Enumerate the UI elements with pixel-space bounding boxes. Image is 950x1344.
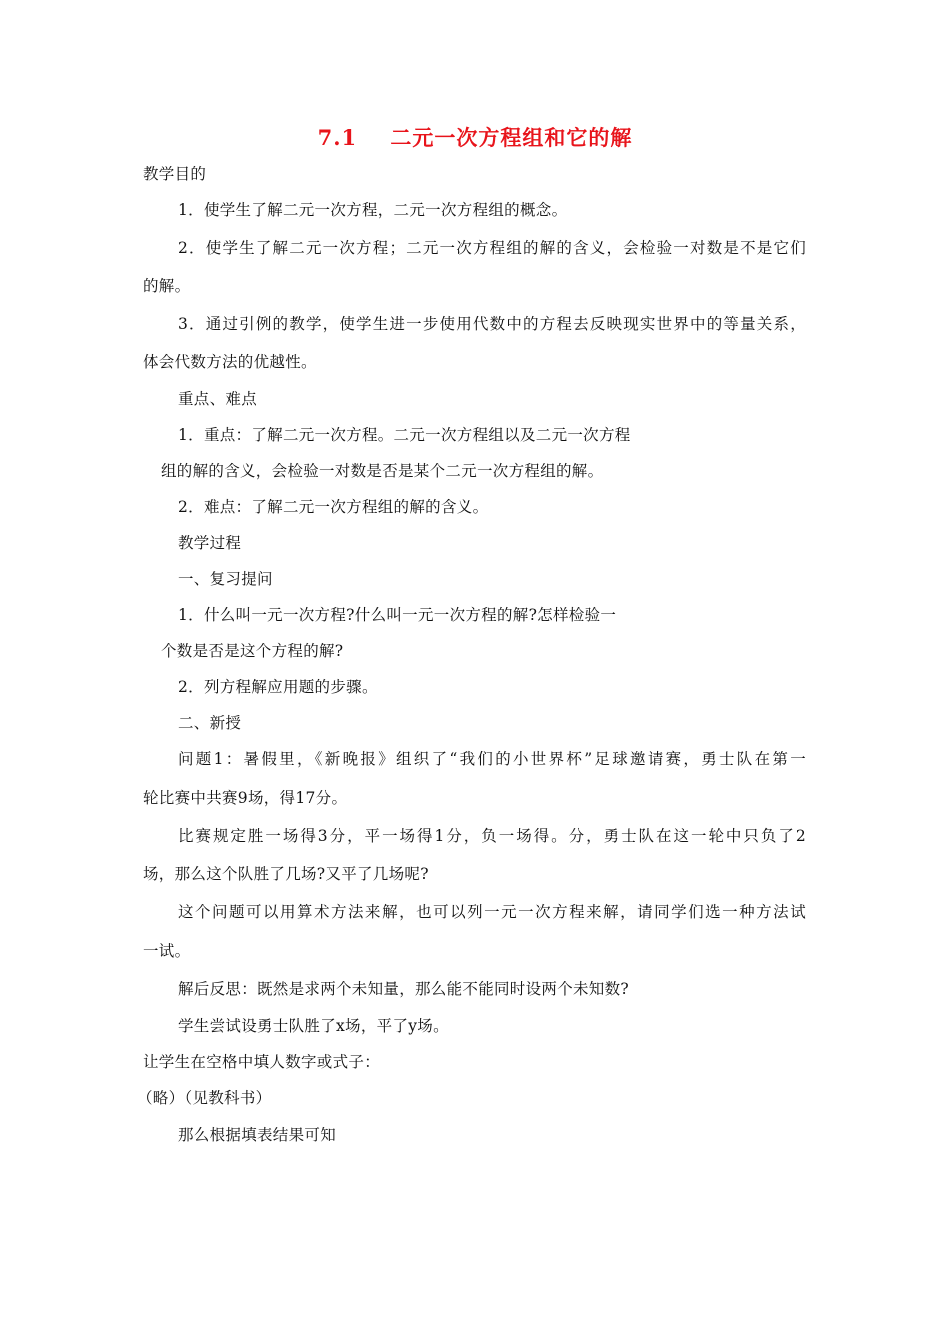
paragraph-line: 问题1：暑假里，《新晚报》组织了“我们的小世界杯”足球邀请赛，勇士队在第一 [178,750,806,768]
paragraph-line: 解后反思：既然是求两个未知量，那么能不能同时设两个未知数? [178,980,630,998]
section-heading-objectives: 教学目的 [143,165,207,183]
paragraph-line: 这个问题可以用算术方法来解，也可以列一元一次方程来解，请同学们选一种方法试 [178,903,806,921]
paragraph-line: 体会代数方法的优越性。 [143,353,317,371]
section-heading-process: 教学过程 [178,534,242,552]
paragraph-line: 轮比赛中共赛9场，得17分。 [143,789,348,807]
paragraph-line: 个数是否是这个方程的解? [161,642,344,660]
paragraph-line: 组的解的含义，会检验一对数是否是某个二元一次方程组的解。 [161,462,604,480]
paragraph-line: 让学生在空格中填人数字或式子： [143,1053,381,1071]
section-heading-key-points: 重点、难点 [178,390,258,408]
section-heading-new-lesson: 二、新授 [178,714,242,732]
paragraph-line: 1．什么叫一元一次方程?什么叫一元一次方程的解?怎样检验一 [178,606,617,624]
paragraph-line: 场，那么这个队胜了几场?又平了几场呢? [143,865,429,883]
paragraph-line: 2．难点：了解二元一次方程组的解的含义。 [178,498,489,516]
paragraph-line: 2．列方程解应用题的步骤。 [178,678,378,696]
paragraph-line: 一试。 [143,942,191,960]
paragraph-line: 学生尝试设勇士队胜了x场，平了y场。 [178,1017,449,1035]
paragraph-line: 3．通过引例的教学，使学生进一步使用代数中的方程去反映现实世界中的等量关系， [178,315,806,333]
paragraph-line: （略）（见教科书） [137,1089,272,1107]
paragraph-line: 2．使学生了解二元一次方程；二元一次方程组的解的含义，会检验一对数是不是它们 [178,239,806,257]
section-heading-review: 一、复习提问 [178,570,273,588]
paragraph-line: 那么根据填表结果可知 [178,1126,337,1144]
paragraph-line: 的解。 [143,277,191,295]
paragraph-line: 比赛规定胜一场得3分，平一场得1分，负一场得。分，勇士队在这一轮中只负了2 [178,827,806,845]
document-title: 7.1 二元一次方程组和它的解 [317,125,633,150]
paragraph-line: 1．重点：了解二元一次方程。二元一次方程组以及二元一次方程 [178,426,631,444]
paragraph-line: 1．使学生了解二元一次方程，二元一次方程组的概念。 [178,201,568,219]
